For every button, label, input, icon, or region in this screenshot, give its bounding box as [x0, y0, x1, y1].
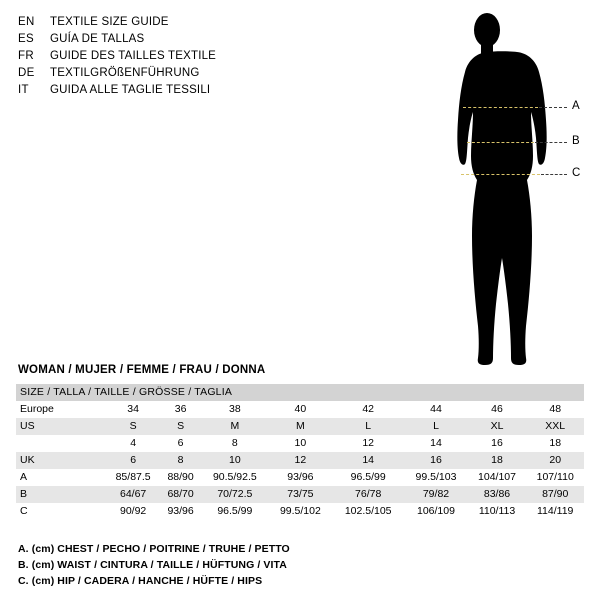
cell: 79/82 [404, 486, 467, 503]
figure-diagram [415, 8, 590, 368]
table-row [16, 469, 584, 486]
measure-line-waist [467, 142, 534, 143]
language-text-fr: GUIDE DES TAILLES TEXTILE [50, 50, 217, 62]
row-label-europe: Europe [16, 401, 106, 418]
language-code-de: DE [18, 67, 35, 79]
section-title: WOMAN / MUJER / FEMME / FRAU / DONNA [18, 364, 266, 376]
language-code-es: ES [18, 33, 34, 45]
cell: 12 [269, 452, 332, 469]
row-label-b: B [16, 486, 106, 503]
leader-line-waist [535, 142, 567, 143]
row-label-c: C [16, 503, 106, 520]
cell: 14 [332, 452, 404, 469]
cell: 104/107 [468, 469, 527, 486]
cell: 85/87.5 [106, 469, 160, 486]
language-text-en: TEXTILE SIZE GUIDE [50, 16, 169, 28]
cell: 73/75 [269, 486, 332, 503]
cell: 8 [160, 452, 201, 469]
cell: 10 [269, 435, 332, 452]
cell: XXL [526, 418, 584, 435]
table-header-row [16, 384, 584, 401]
cell: 8 [201, 435, 269, 452]
cell: S [160, 418, 201, 435]
cell: 68/70 [160, 486, 201, 503]
cell: 18 [468, 452, 527, 469]
cell: L [332, 418, 404, 435]
cell: 99.5/103 [404, 469, 467, 486]
cell: 44 [404, 401, 467, 418]
cell: 10 [201, 452, 269, 469]
language-row-en [18, 16, 348, 33]
cell: 96.5/99 [332, 469, 404, 486]
table-row [16, 503, 584, 520]
cell: 93/96 [269, 469, 332, 486]
language-code-it: IT [18, 84, 29, 96]
cell: 107/110 [526, 469, 584, 486]
measure-line-chest [463, 107, 538, 108]
cell: 90.5/92.5 [201, 469, 269, 486]
leader-line-chest [539, 107, 567, 108]
footnote-b: B. (cm) WAIST / CINTURA / TAILLE / HÜFTUNG / VITA [18, 559, 287, 571]
cell: M [269, 418, 332, 435]
language-row-fr [18, 50, 348, 67]
cell: 18 [526, 435, 584, 452]
cell: 14 [404, 435, 467, 452]
cell: 114/119 [526, 503, 584, 520]
row-label-uk: UK [16, 452, 106, 469]
cell: 34 [106, 401, 160, 418]
cell: 46 [468, 401, 527, 418]
cell: 38 [201, 401, 269, 418]
cell: M [201, 418, 269, 435]
cell: 64/67 [106, 486, 160, 503]
cell: 16 [468, 435, 527, 452]
table-row [16, 452, 584, 469]
language-code-en: EN [18, 16, 35, 28]
female-silhouette-icon [415, 8, 590, 368]
cell: 20 [526, 452, 584, 469]
language-text-de: TEXTILGRÖßENFÜHRUNG [50, 67, 200, 79]
figure-label-c: C [572, 167, 581, 179]
cell: 16 [404, 452, 467, 469]
language-text-it: GUIDA ALLE TAGLIE TESSILI [50, 84, 211, 96]
table-row [16, 418, 584, 435]
table-row [16, 401, 584, 418]
cell: 70/72.5 [201, 486, 269, 503]
cell: 48 [526, 401, 584, 418]
cell: 6 [160, 435, 201, 452]
row-label-a: A [16, 469, 106, 486]
cell: 88/90 [160, 469, 201, 486]
cell: 83/86 [468, 486, 527, 503]
figure-label-a: A [572, 100, 580, 112]
language-code-fr: FR [18, 50, 34, 62]
language-row-de [18, 67, 348, 84]
cell: 76/78 [332, 486, 404, 503]
size-table [16, 384, 584, 520]
table-row [16, 435, 584, 452]
cell: 96.5/99 [201, 503, 269, 520]
table-row [16, 486, 584, 503]
cell: 4 [106, 435, 160, 452]
row-label-us: US [16, 418, 106, 435]
row-label-us-numeric [16, 435, 106, 452]
cell: 42 [332, 401, 404, 418]
cell: 102.5/105 [332, 503, 404, 520]
cell: 87/90 [526, 486, 584, 503]
cell: 106/109 [404, 503, 467, 520]
leader-line-hip [541, 174, 567, 175]
cell: 6 [106, 452, 160, 469]
figure-label-b: B [572, 135, 580, 147]
cell: 36 [160, 401, 201, 418]
footnote-a: A. (cm) CHEST / PECHO / POITRINE / TRUHE / PETTO [18, 543, 290, 555]
footnotes-block [18, 541, 578, 589]
cell: 90/92 [106, 503, 160, 520]
cell: 99.5/102 [269, 503, 332, 520]
cell: L [404, 418, 467, 435]
cell: S [106, 418, 160, 435]
footnote-c: C. (cm) HIP / CADERA / HANCHE / HÜFTE / HIPS [18, 575, 263, 587]
cell: 93/96 [160, 503, 201, 520]
measure-line-hip [461, 174, 540, 175]
language-row-it [18, 84, 348, 101]
cell: 12 [332, 435, 404, 452]
language-row-es [18, 33, 348, 50]
table-header-label: SIZE / TALLA / TAILLE / GRÖSSE / TAGLIA [16, 384, 584, 401]
cell: 40 [269, 401, 332, 418]
cell: 110/113 [468, 503, 527, 520]
language-header-block [18, 16, 348, 101]
language-text-es: GUÍA DE TALLAS [50, 33, 145, 45]
cell: XL [468, 418, 527, 435]
